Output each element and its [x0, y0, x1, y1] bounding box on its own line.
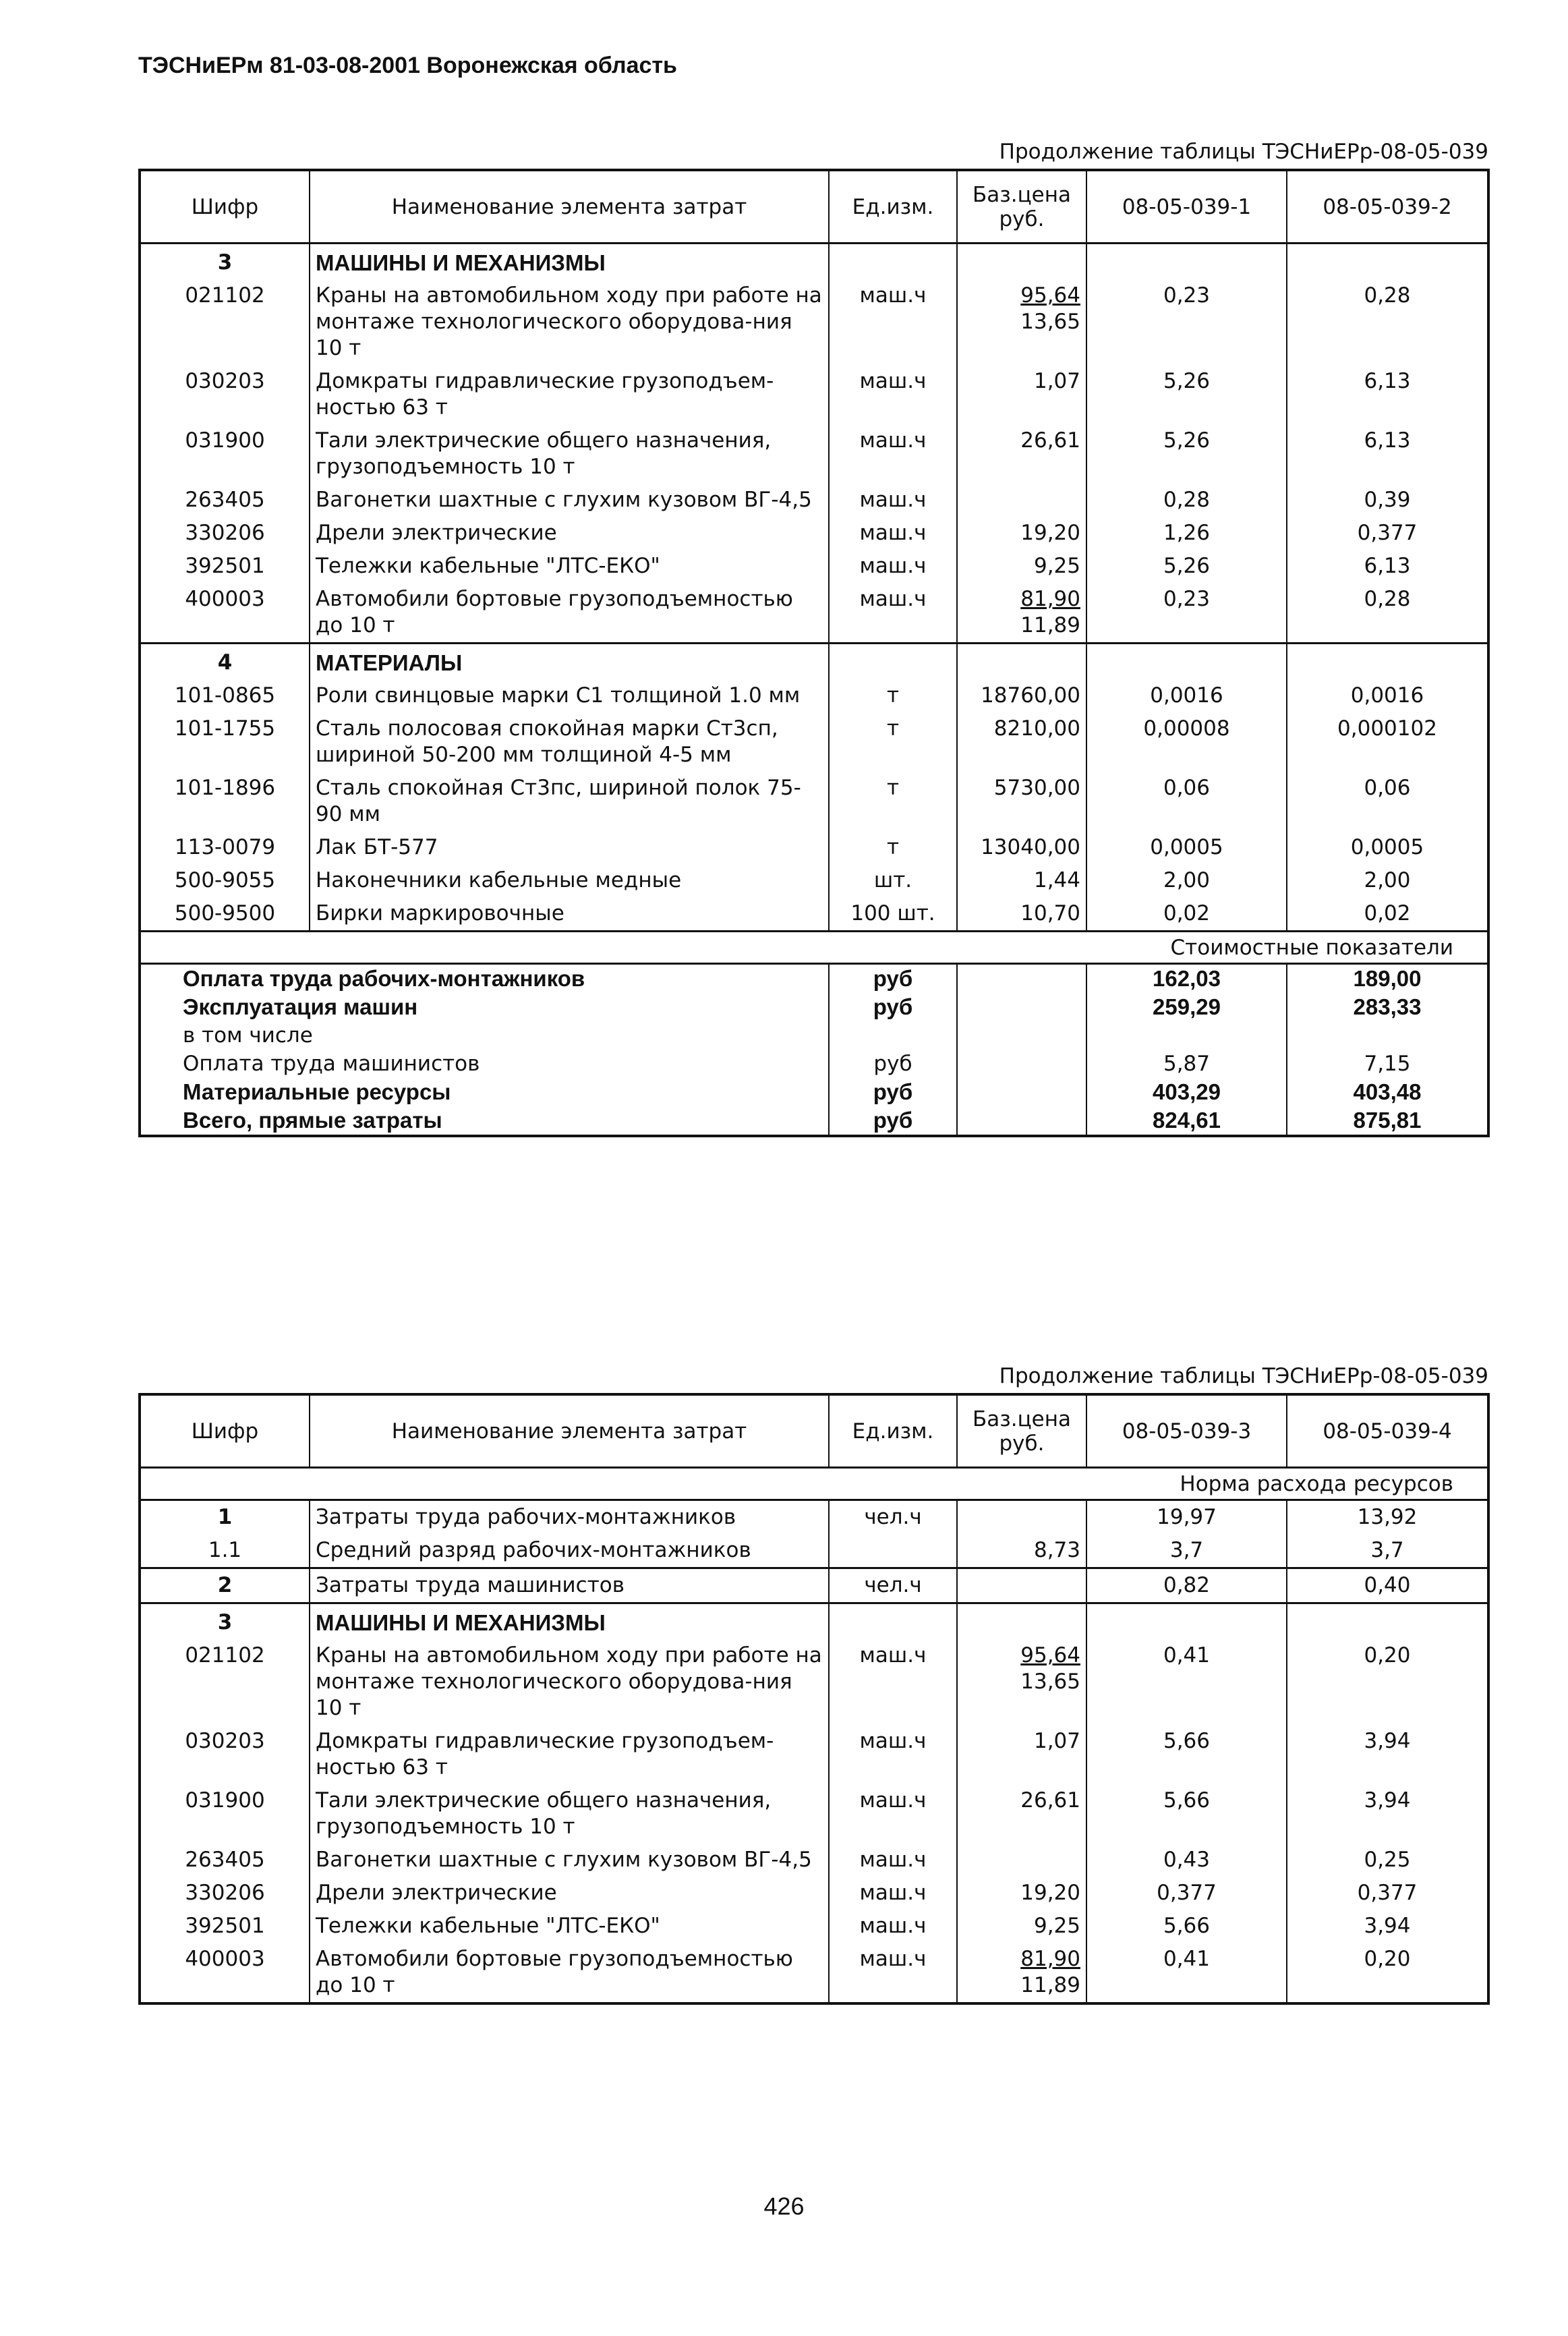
resource-row [140, 712, 1488, 772]
empty-cell [957, 1078, 1086, 1106]
resource-norm-a: 0,28 [1086, 484, 1287, 517]
empty-cell [957, 964, 1086, 994]
resource-code: 101-0865 [140, 679, 310, 712]
summary-value-a: 824,61 [1086, 1106, 1287, 1136]
summary-row [140, 964, 1488, 994]
summary-value-b: 403,48 [1287, 1078, 1488, 1106]
base-price: 81,90 [1020, 587, 1080, 611]
empty-cell [957, 1050, 1086, 1078]
resource-norm-b: 0,25 [1287, 1844, 1488, 1877]
resource-norm-a: 0,0005 [1086, 831, 1287, 864]
resource-code: 1.1 [140, 1534, 310, 1568]
resource-name: Домкраты гидравлические грузоподъем-ностью 63 т [310, 1725, 829, 1784]
summary-unit: руб [829, 993, 957, 1021]
summary-label: Оплата труда рабочих-монтажников [140, 964, 829, 994]
resource-norm-a: 0,00008 [1086, 712, 1287, 772]
base-price-cell [957, 1943, 1086, 2003]
resource-norm-a: 0,0016 [1086, 679, 1287, 712]
empty-cell [957, 1106, 1086, 1136]
resource-code: 400003 [140, 583, 310, 644]
base-price-cell [957, 1568, 1086, 1603]
resource-row [140, 1910, 1488, 1943]
section-title: МАТЕРИАЛЫ [310, 644, 829, 680]
resource-norm-b: 13,92 [1287, 1500, 1488, 1535]
resource-norm-a: 0,82 [1086, 1568, 1287, 1603]
resource-code: 392501 [140, 1910, 310, 1943]
table-continuation-caption: Продолжение таблицы ТЭСНиЕРр-08-05-039 [999, 140, 1488, 164]
resource-name: Автомобили бортовые грузоподъемностью до 10 т [310, 1943, 829, 2003]
resource-name: Бирки маркировочные [310, 897, 829, 932]
col-header-variant-1: 08-05-039-1 [1086, 170, 1287, 244]
empty-cell [957, 993, 1086, 1021]
resource-code: 021102 [140, 1639, 310, 1725]
resource-norm-a: 1,26 [1086, 517, 1287, 550]
resource-name: Роли свинцовые марки С1 толщиной 1.0 мм [310, 679, 829, 712]
resource-name: Дрели электрические [310, 1877, 829, 1910]
base-price-cell [957, 1844, 1086, 1877]
resource-norm-b: 6,13 [1287, 365, 1488, 424]
resource-name: Затраты труда машинистов [310, 1568, 829, 1603]
resource-norm-a: 0,377 [1086, 1877, 1287, 1910]
resource-code: 031900 [140, 424, 310, 484]
summary-value-a: 5,87 [1086, 1050, 1287, 1078]
resource-name: Тележки кабельные "ЛТС-ЕКО" [310, 1910, 829, 1943]
resource-norm-a: 0,41 [1086, 1639, 1287, 1725]
resource-unit: чел.ч [829, 1568, 957, 1603]
resource-unit: маш.ч [829, 1943, 957, 2003]
resource-code: 330206 [140, 517, 310, 550]
resource-code: 030203 [140, 365, 310, 424]
section-title: МАШИНЫ И МЕХАНИЗМЫ [310, 1603, 829, 1640]
resource-unit: т [829, 679, 957, 712]
resource-norm-b: 6,13 [1287, 550, 1488, 583]
col-header-name: Наименование элемента затрат [310, 170, 829, 244]
resource-row [140, 279, 1488, 365]
resource-unit: маш.ч [829, 1725, 957, 1784]
base-price-cell: 13040,00 [957, 831, 1086, 864]
resource-name: Наконечники кабельные медные [310, 864, 829, 897]
resource-norm-b: 0,02 [1287, 897, 1488, 932]
page-number: 426 [763, 2192, 805, 2220]
resource-norm-b: 2,00 [1287, 864, 1488, 897]
base-price-operator-pay: 11,89 [1020, 1973, 1080, 1997]
base-price: 95,64 [1020, 1643, 1080, 1668]
resource-norm-a: 19,97 [1086, 1500, 1287, 1535]
resource-unit: т [829, 712, 957, 772]
page-header: ТЭСНиЕРм 81-03-08-2001 Воронежская область [138, 53, 677, 78]
base-price-cell: 26,61 [957, 424, 1086, 484]
resource-row [140, 1784, 1488, 1844]
resource-row [140, 583, 1488, 644]
resource-code: 101-1896 [140, 772, 310, 831]
base-price-cell [957, 1500, 1086, 1535]
col-header-code: Шифр [140, 1394, 310, 1468]
resource-row [140, 1534, 1488, 1568]
resource-norm-b: 0,28 [1287, 279, 1488, 365]
resource-code: 400003 [140, 1943, 310, 2003]
resource-norm-b: 0,377 [1287, 517, 1488, 550]
resource-norm-a: 0,23 [1086, 583, 1287, 644]
resource-unit: чел.ч [829, 1500, 957, 1535]
summary-row [140, 993, 1488, 1021]
col-header-code: Шифр [140, 170, 310, 244]
resource-row [140, 424, 1488, 484]
resource-norm-a: 5,26 [1086, 424, 1287, 484]
summary-label: Оплата труда машинистов [140, 1050, 829, 1078]
resource-name: Тележки кабельные "ЛТС-ЕКО" [310, 550, 829, 583]
resource-name: Автомобили бортовые грузоподъемностью до 10 т [310, 583, 829, 644]
summary-value-b: 875,81 [1287, 1106, 1488, 1136]
resource-row [140, 897, 1488, 932]
resource-row [140, 1943, 1488, 2003]
resource-unit: маш.ч [829, 1844, 957, 1877]
summary-unit [829, 1021, 957, 1050]
resource-unit: маш.ч [829, 1784, 957, 1844]
resource-norm-a: 0,23 [1086, 279, 1287, 365]
resource-code: 330206 [140, 1877, 310, 1910]
resource-table-1 [138, 169, 1490, 1137]
base-price-cell: 8210,00 [957, 712, 1086, 772]
base-price-cell: 26,61 [957, 1784, 1086, 1844]
summary-value-b: 283,33 [1287, 993, 1488, 1021]
summary-label: Эксплуатация машин [140, 993, 829, 1021]
resource-row [140, 772, 1488, 831]
resource-norm-b: 0,39 [1287, 484, 1488, 517]
summary-value-b: 189,00 [1287, 964, 1488, 994]
resource-norm-b: 0,000102 [1287, 712, 1488, 772]
summary-label: Всего, прямые затраты [140, 1106, 829, 1136]
resource-unit: 100 шт. [829, 897, 957, 932]
summary-unit: руб [829, 1050, 957, 1078]
resource-code: 500-9500 [140, 897, 310, 932]
section-title: МАШИНЫ И МЕХАНИЗМЫ [310, 244, 829, 280]
resource-row [140, 550, 1488, 583]
base-price-cell [957, 1639, 1086, 1725]
resource-unit: маш.ч [829, 517, 957, 550]
resource-norm-b: 0,0005 [1287, 831, 1488, 864]
resource-name: Средний разряд рабочих-монтажников [310, 1534, 829, 1568]
base-price-cell [957, 484, 1086, 517]
empty-cell [1086, 644, 1287, 680]
base-price-operator-pay: 11,89 [1020, 613, 1080, 637]
resource-name: Сталь спокойная Ст3пс, шириной полок 75-90 мм [310, 772, 829, 831]
resource-unit: маш.ч [829, 550, 957, 583]
resource-norm-b: 0,20 [1287, 1943, 1488, 2003]
base-price-cell [957, 279, 1086, 365]
base-price: 81,90 [1020, 1947, 1080, 1971]
resource-name: Домкраты гидравлические грузоподъем-ностью 63 т [310, 365, 829, 424]
col-header-name: Наименование элемента затрат [310, 1394, 829, 1468]
resource-name: Тали электрические общего назначения, грузоподъемность 10 т [310, 424, 829, 484]
norm-band-label: Норма расхода ресурсов [140, 1468, 1488, 1500]
resource-norm-a: 5,66 [1086, 1725, 1287, 1784]
section-number: 3 [140, 244, 310, 280]
summary-value-a: 162,03 [1086, 964, 1287, 994]
resource-norm-b: 0,28 [1287, 583, 1488, 644]
base-price-cell: 10,70 [957, 897, 1086, 932]
resource-name: Краны на автомобильном ходу при работе на монтаже технологического оборудова-ния 10 т [310, 1639, 829, 1725]
resource-norm-a: 2,00 [1086, 864, 1287, 897]
resource-code: 500-9055 [140, 864, 310, 897]
table-header-row [140, 1394, 1488, 1468]
resource-norm-a: 0,41 [1086, 1943, 1287, 2003]
summary-row [140, 1106, 1488, 1136]
resource-unit: т [829, 772, 957, 831]
summary-value-b: 7,15 [1287, 1050, 1488, 1078]
resource-name: Сталь полосовая спокойная марки Ст3сп, шириной 50-200 мм толщиной 4-5 мм [310, 712, 829, 772]
resource-norm-b: 0,0016 [1287, 679, 1488, 712]
resource-row [140, 864, 1488, 897]
resource-unit: маш.ч [829, 484, 957, 517]
base-price-cell: 19,20 [957, 517, 1086, 550]
base-price-cell: 18760,00 [957, 679, 1086, 712]
col-header-variant-3: 08-05-039-3 [1086, 1394, 1287, 1468]
resource-unit [829, 1534, 957, 1568]
empty-cell [957, 244, 1086, 280]
base-price-cell: 5730,00 [957, 772, 1086, 831]
resource-row [140, 679, 1488, 712]
col-header-price: Баз.цена руб. [957, 1394, 1086, 1468]
empty-cell [829, 644, 957, 680]
norm-band [140, 1468, 1488, 1500]
cost-indicators-band-label: Стоимостные показатели [140, 932, 1488, 964]
resource-unit: маш.ч [829, 365, 957, 424]
base-price-cell: 1,44 [957, 864, 1086, 897]
cost-indicators-band [140, 932, 1488, 964]
base-price-cell: 1,07 [957, 365, 1086, 424]
empty-cell [1086, 1603, 1287, 1640]
resource-unit: шт. [829, 864, 957, 897]
resource-unit: т [829, 831, 957, 864]
base-price-cell [957, 583, 1086, 644]
summary-unit: руб [829, 1106, 957, 1136]
section-row [140, 644, 1488, 680]
base-price-cell: 9,25 [957, 1910, 1086, 1943]
resource-row [140, 1568, 1488, 1603]
resource-row [140, 1844, 1488, 1877]
empty-cell [1287, 1603, 1488, 1640]
base-price: 95,64 [1020, 283, 1080, 308]
resource-code: 263405 [140, 1844, 310, 1877]
resource-norm-b: 6,13 [1287, 424, 1488, 484]
col-header-unit: Ед.изм. [829, 170, 957, 244]
summary-label: Материальные ресурсы [140, 1078, 829, 1106]
resource-row [140, 1877, 1488, 1910]
resource-code: 1 [140, 1500, 310, 1535]
resource-norm-a: 5,26 [1086, 365, 1287, 424]
resource-name: Тали электрические общего назначения, грузоподъемность 10 т [310, 1784, 829, 1844]
resource-norm-b: 3,7 [1287, 1534, 1488, 1568]
col-header-unit: Ед.изм. [829, 1394, 957, 1468]
resource-code: 263405 [140, 484, 310, 517]
resource-norm-a: 5,66 [1086, 1784, 1287, 1844]
resource-name: Вагонетки шахтные с глухим кузовом ВГ-4,5 [310, 1844, 829, 1877]
resource-code: 113-0079 [140, 831, 310, 864]
base-price-operator-pay: 13,65 [1020, 1670, 1080, 1694]
table-header-row [140, 170, 1488, 244]
resource-norm-a: 5,26 [1086, 550, 1287, 583]
resource-row [140, 517, 1488, 550]
resource-unit: маш.ч [829, 1910, 957, 1943]
summary-value-a: 403,29 [1086, 1078, 1287, 1106]
summary-value-a [1086, 1021, 1287, 1050]
section-number: 4 [140, 644, 310, 680]
summary-unit: руб [829, 964, 957, 994]
resource-code: 101-1755 [140, 712, 310, 772]
empty-cell [957, 1021, 1086, 1050]
resource-norm-a: 3,7 [1086, 1534, 1287, 1568]
resource-row [140, 1725, 1488, 1784]
resource-row [140, 1639, 1488, 1725]
resource-name: Лак БТ-577 [310, 831, 829, 864]
section-row [140, 244, 1488, 280]
resource-norm-b: 0,06 [1287, 772, 1488, 831]
summary-unit: руб [829, 1078, 957, 1106]
summary-label: в том числе [140, 1021, 829, 1050]
summary-row [140, 1078, 1488, 1106]
col-header-variant-4: 08-05-039-4 [1287, 1394, 1488, 1468]
resource-name: Краны на автомобильном ходу при работе на монтаже технологического оборудова-ния 10 т [310, 279, 829, 365]
resource-table-2 [138, 1393, 1490, 2005]
resource-norm-a: 0,43 [1086, 1844, 1287, 1877]
resource-norm-b: 0,40 [1287, 1568, 1488, 1603]
base-price-cell: 1,07 [957, 1725, 1086, 1784]
resource-row [140, 1500, 1488, 1535]
resource-norm-b: 3,94 [1287, 1725, 1488, 1784]
empty-cell [957, 644, 1086, 680]
resource-unit: маш.ч [829, 424, 957, 484]
resource-unit: маш.ч [829, 583, 957, 644]
empty-cell [1287, 644, 1488, 680]
empty-cell [1287, 244, 1488, 280]
resource-unit: маш.ч [829, 1877, 957, 1910]
table-continuation-caption-2: Продолжение таблицы ТЭСНиЕРр-08-05-039 [999, 1364, 1488, 1388]
resource-code: 031900 [140, 1784, 310, 1844]
col-header-variant-2: 08-05-039-2 [1287, 170, 1488, 244]
empty-cell [829, 1603, 957, 1640]
base-price-cell: 19,20 [957, 1877, 1086, 1910]
resource-norm-b: 3,94 [1287, 1784, 1488, 1844]
resource-code: 030203 [140, 1725, 310, 1784]
resource-code: 2 [140, 1568, 310, 1603]
col-header-price: Баз.цена руб. [957, 170, 1086, 244]
resource-unit: маш.ч [829, 279, 957, 365]
resource-name: Вагонетки шахтные с глухим кузовом ВГ-4,5 [310, 484, 829, 517]
empty-cell [957, 1603, 1086, 1640]
resource-norm-b: 0,20 [1287, 1639, 1488, 1725]
resource-norm-a: 0,02 [1086, 897, 1287, 932]
resource-code: 021102 [140, 279, 310, 365]
resource-row [140, 484, 1488, 517]
empty-cell [1086, 244, 1287, 280]
resource-name: Дрели электрические [310, 517, 829, 550]
resource-row [140, 831, 1488, 864]
resource-unit: маш.ч [829, 1639, 957, 1725]
resource-norm-a: 0,06 [1086, 772, 1287, 831]
section-row [140, 1603, 1488, 1640]
base-price-cell: 8,73 [957, 1534, 1086, 1568]
summary-value-a: 259,29 [1086, 993, 1287, 1021]
section-number: 3 [140, 1603, 310, 1640]
base-price-cell: 9,25 [957, 550, 1086, 583]
resource-norm-b: 0,377 [1287, 1877, 1488, 1910]
empty-cell [829, 244, 957, 280]
summary-row [140, 1050, 1488, 1078]
resource-code: 392501 [140, 550, 310, 583]
base-price-operator-pay: 13,65 [1020, 310, 1080, 334]
resource-row [140, 365, 1488, 424]
resource-norm-b: 3,94 [1287, 1910, 1488, 1943]
resource-name: Затраты труда рабочих-монтажников [310, 1500, 829, 1535]
summary-row [140, 1021, 1488, 1050]
resource-norm-a: 5,66 [1086, 1910, 1287, 1943]
summary-value-b [1287, 1021, 1488, 1050]
